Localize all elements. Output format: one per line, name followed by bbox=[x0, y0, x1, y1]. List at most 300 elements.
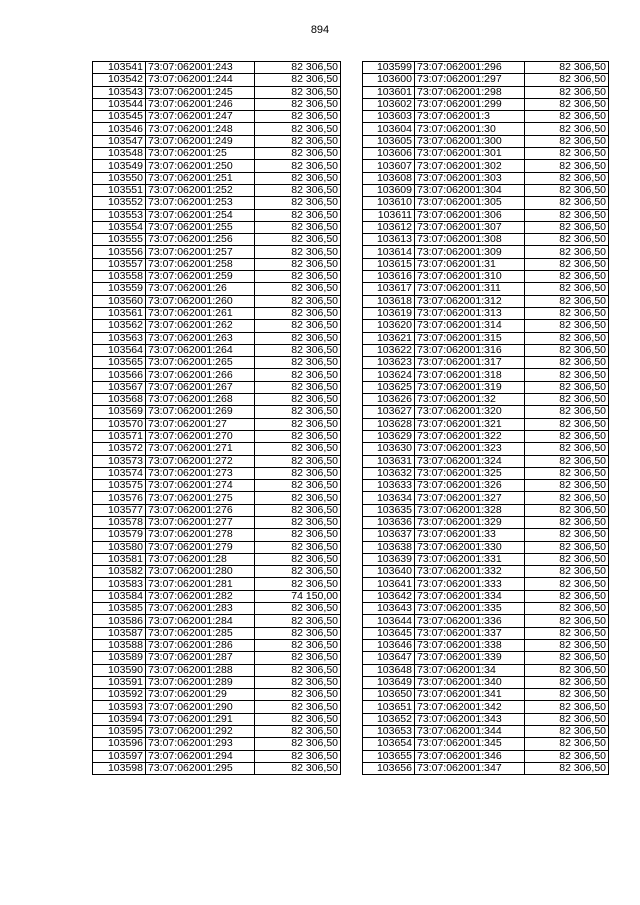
row-number-cell: 103646 bbox=[363, 639, 415, 651]
value-cell: 82 306,50 bbox=[255, 566, 341, 578]
table-row bbox=[93, 516, 341, 528]
row-number-cell: 103639 bbox=[363, 553, 415, 565]
table-row bbox=[363, 381, 609, 393]
row-number-cell: 103624 bbox=[363, 369, 415, 381]
table-row bbox=[363, 74, 609, 86]
table-row bbox=[93, 590, 341, 602]
cadastral-number-cell: 73:07:062001:267 bbox=[146, 381, 255, 393]
row-number-cell: 103556 bbox=[93, 246, 146, 258]
value-cell: 82 306,50 bbox=[525, 578, 609, 590]
cadastral-number-cell: 73:07:062001:295 bbox=[146, 762, 255, 774]
value-cell: 82 306,50 bbox=[525, 381, 609, 393]
table-row bbox=[93, 750, 341, 762]
table-row bbox=[363, 664, 609, 676]
row-number-cell: 103543 bbox=[93, 86, 146, 98]
row-number-cell: 103631 bbox=[363, 455, 415, 467]
value-cell: 82 306,50 bbox=[255, 541, 341, 553]
row-number-cell: 103619 bbox=[363, 307, 415, 319]
cadastral-number-cell: 73:07:062001:271 bbox=[146, 443, 255, 455]
row-number-cell: 103590 bbox=[93, 664, 146, 676]
value-cell: 82 306,50 bbox=[255, 283, 341, 295]
table-row bbox=[93, 541, 341, 553]
cadastral-number-cell: 73:07:062001:263 bbox=[146, 332, 255, 344]
cadastral-number-cell: 73:07:062001:310 bbox=[415, 271, 525, 283]
cadastral-number-cell: 73:07:062001:253 bbox=[146, 197, 255, 209]
cadastral-number-cell: 73:07:062001:314 bbox=[415, 320, 525, 332]
value-cell: 82 306,50 bbox=[255, 430, 341, 442]
table-row bbox=[93, 652, 341, 664]
cadastral-number-cell: 73:07:062001:336 bbox=[415, 615, 525, 627]
table-row bbox=[363, 492, 609, 504]
cadastral-number-cell: 73:07:062001:322 bbox=[415, 430, 525, 442]
row-number-cell: 103581 bbox=[93, 553, 146, 565]
row-number-cell: 103647 bbox=[363, 652, 415, 664]
row-number-cell: 103552 bbox=[93, 197, 146, 209]
row-number-cell: 103574 bbox=[93, 467, 146, 479]
cadastral-number-cell: 73:07:062001:260 bbox=[146, 295, 255, 307]
cadastral-number-cell: 73:07:062001:269 bbox=[146, 406, 255, 418]
row-number-cell: 103588 bbox=[93, 639, 146, 651]
value-cell: 82 306,50 bbox=[525, 566, 609, 578]
value-cell: 74 150,00 bbox=[255, 590, 341, 602]
cadastral-number-cell: 73:07:062001:294 bbox=[146, 750, 255, 762]
value-cell: 82 306,50 bbox=[525, 344, 609, 356]
value-cell: 82 306,50 bbox=[255, 467, 341, 479]
value-cell: 82 306,50 bbox=[525, 455, 609, 467]
value-cell: 82 306,50 bbox=[255, 357, 341, 369]
value-cell: 82 306,50 bbox=[255, 98, 341, 110]
row-number-cell: 103544 bbox=[93, 98, 146, 110]
value-cell: 82 306,50 bbox=[525, 480, 609, 492]
row-number-cell: 103572 bbox=[93, 443, 146, 455]
table-row bbox=[93, 283, 341, 295]
table-row bbox=[363, 320, 609, 332]
table-row bbox=[363, 603, 609, 615]
cadastral-number-cell: 73:07:062001:251 bbox=[146, 172, 255, 184]
cadastral-number-cell: 73:07:062001:264 bbox=[146, 344, 255, 356]
cadastral-number-cell: 73:07:062001:301 bbox=[415, 148, 525, 160]
row-number-cell: 103587 bbox=[93, 627, 146, 639]
cadastral-number-cell: 73:07:062001:259 bbox=[146, 271, 255, 283]
value-cell: 82 306,50 bbox=[255, 381, 341, 393]
row-number-cell: 103629 bbox=[363, 430, 415, 442]
value-cell: 82 306,50 bbox=[255, 639, 341, 651]
row-number-cell: 103648 bbox=[363, 664, 415, 676]
table-row bbox=[363, 590, 609, 602]
row-number-cell: 103596 bbox=[93, 738, 146, 750]
row-number-cell: 103621 bbox=[363, 332, 415, 344]
value-cell: 82 306,50 bbox=[255, 307, 341, 319]
table-row bbox=[363, 430, 609, 442]
row-number-cell: 103614 bbox=[363, 246, 415, 258]
table-row bbox=[93, 566, 341, 578]
row-number-cell: 103642 bbox=[363, 590, 415, 602]
row-number-cell: 103562 bbox=[93, 320, 146, 332]
row-number-cell: 103607 bbox=[363, 160, 415, 172]
value-cell: 82 306,50 bbox=[255, 197, 341, 209]
value-cell: 82 306,50 bbox=[525, 295, 609, 307]
cadastral-number-cell: 73:07:062001:33 bbox=[415, 529, 525, 541]
row-number-cell: 103630 bbox=[363, 443, 415, 455]
table-row bbox=[93, 689, 341, 701]
cadastral-number-cell: 73:07:062001:309 bbox=[415, 246, 525, 258]
cadastral-number-cell: 73:07:062001:342 bbox=[415, 701, 525, 713]
table-row bbox=[363, 639, 609, 651]
value-cell: 82 306,50 bbox=[255, 234, 341, 246]
cadastral-number-cell: 73:07:062001:344 bbox=[415, 726, 525, 738]
table-row bbox=[363, 295, 609, 307]
value-cell: 82 306,50 bbox=[525, 184, 609, 196]
row-number-cell: 103575 bbox=[93, 480, 146, 492]
row-number-cell: 103625 bbox=[363, 381, 415, 393]
cadastral-number-cell: 73:07:062001:29 bbox=[146, 689, 255, 701]
table-row bbox=[363, 529, 609, 541]
row-number-cell: 103632 bbox=[363, 467, 415, 479]
value-cell: 82 306,50 bbox=[255, 344, 341, 356]
row-number-cell: 103628 bbox=[363, 418, 415, 430]
value-cell: 82 306,50 bbox=[255, 726, 341, 738]
cadastral-number-cell: 73:07:062001:329 bbox=[415, 516, 525, 528]
row-number-cell: 103635 bbox=[363, 504, 415, 516]
value-cell: 82 306,50 bbox=[255, 443, 341, 455]
table-row bbox=[93, 307, 341, 319]
cadastral-number-cell: 73:07:062001:265 bbox=[146, 357, 255, 369]
value-cell: 82 306,50 bbox=[255, 111, 341, 123]
row-number-cell: 103626 bbox=[363, 394, 415, 406]
row-number-cell: 103571 bbox=[93, 430, 146, 442]
value-cell: 82 306,50 bbox=[525, 123, 609, 135]
table-row bbox=[93, 148, 341, 160]
row-number-cell: 103592 bbox=[93, 689, 146, 701]
cadastral-number-cell: 73:07:062001:254 bbox=[146, 209, 255, 221]
table-row bbox=[363, 566, 609, 578]
cadastral-number-cell: 73:07:062001:327 bbox=[415, 492, 525, 504]
cadastral-number-cell: 73:07:062001:297 bbox=[415, 74, 525, 86]
cadastral-number-cell: 73:07:062001:244 bbox=[146, 74, 255, 86]
table-row bbox=[363, 467, 609, 479]
row-number-cell: 103569 bbox=[93, 406, 146, 418]
table-row bbox=[363, 271, 609, 283]
value-cell: 82 306,50 bbox=[525, 209, 609, 221]
value-cell: 82 306,50 bbox=[255, 271, 341, 283]
row-number-cell: 103641 bbox=[363, 578, 415, 590]
table-row bbox=[363, 160, 609, 172]
cadastral-number-cell: 73:07:062001:261 bbox=[146, 307, 255, 319]
row-number-cell: 103599 bbox=[363, 62, 415, 74]
value-cell: 82 306,50 bbox=[255, 369, 341, 381]
row-number-cell: 103549 bbox=[93, 160, 146, 172]
row-number-cell: 103605 bbox=[363, 135, 415, 147]
value-cell: 82 306,50 bbox=[525, 541, 609, 553]
row-number-cell: 103622 bbox=[363, 344, 415, 356]
row-number-cell: 103627 bbox=[363, 406, 415, 418]
table-row bbox=[363, 578, 609, 590]
table-row bbox=[93, 258, 341, 270]
row-number-cell: 103610 bbox=[363, 197, 415, 209]
row-number-cell: 103598 bbox=[93, 762, 146, 774]
value-cell: 82 306,50 bbox=[255, 221, 341, 233]
row-number-cell: 103584 bbox=[93, 590, 146, 602]
value-cell: 82 306,50 bbox=[525, 86, 609, 98]
cadastral-number-cell: 73:07:062001:338 bbox=[415, 639, 525, 651]
value-cell: 82 306,50 bbox=[255, 295, 341, 307]
value-cell: 82 306,50 bbox=[525, 590, 609, 602]
row-number-cell: 103542 bbox=[93, 74, 146, 86]
row-number-cell: 103615 bbox=[363, 258, 415, 270]
cadastral-number-cell: 73:07:062001:320 bbox=[415, 406, 525, 418]
value-cell: 82 306,50 bbox=[255, 615, 341, 627]
table-row bbox=[93, 467, 341, 479]
cadastral-number-cell: 73:07:062001:321 bbox=[415, 418, 525, 430]
value-cell: 82 306,50 bbox=[255, 418, 341, 430]
value-cell: 82 306,50 bbox=[255, 332, 341, 344]
row-number-cell: 103603 bbox=[363, 111, 415, 123]
row-number-cell: 103602 bbox=[363, 98, 415, 110]
row-number-cell: 103655 bbox=[363, 750, 415, 762]
value-cell: 82 306,50 bbox=[525, 529, 609, 541]
value-cell: 82 306,50 bbox=[525, 135, 609, 147]
value-cell: 82 306,50 bbox=[525, 615, 609, 627]
row-number-cell: 103634 bbox=[363, 492, 415, 504]
table-row bbox=[363, 750, 609, 762]
row-number-cell: 103547 bbox=[93, 135, 146, 147]
value-cell: 82 306,50 bbox=[525, 664, 609, 676]
table-row bbox=[93, 492, 341, 504]
cadastral-number-cell: 73:07:062001:293 bbox=[146, 738, 255, 750]
table-row bbox=[363, 418, 609, 430]
row-number-cell: 103576 bbox=[93, 492, 146, 504]
table-row bbox=[93, 726, 341, 738]
cadastral-number-cell: 73:07:062001:307 bbox=[415, 221, 525, 233]
row-number-cell: 103568 bbox=[93, 394, 146, 406]
table-row bbox=[363, 258, 609, 270]
value-cell: 82 306,50 bbox=[525, 504, 609, 516]
cadastral-number-cell: 73:07:062001:299 bbox=[415, 98, 525, 110]
table-row bbox=[363, 98, 609, 110]
cadastral-number-cell: 73:07:062001:255 bbox=[146, 221, 255, 233]
value-cell: 82 306,50 bbox=[525, 713, 609, 725]
cadastral-number-cell: 73:07:062001:246 bbox=[146, 98, 255, 110]
cadastral-number-cell: 73:07:062001:26 bbox=[146, 283, 255, 295]
row-number-cell: 103554 bbox=[93, 221, 146, 233]
cadastral-number-cell: 73:07:062001:346 bbox=[415, 750, 525, 762]
table-row bbox=[363, 480, 609, 492]
row-number-cell: 103617 bbox=[363, 283, 415, 295]
value-cell: 82 306,50 bbox=[525, 307, 609, 319]
table-row bbox=[363, 627, 609, 639]
row-number-cell: 103601 bbox=[363, 86, 415, 98]
value-cell: 82 306,50 bbox=[525, 443, 609, 455]
row-number-cell: 103567 bbox=[93, 381, 146, 393]
row-number-cell: 103620 bbox=[363, 320, 415, 332]
table-row bbox=[363, 738, 609, 750]
table-row bbox=[93, 320, 341, 332]
row-number-cell: 103604 bbox=[363, 123, 415, 135]
cadastral-number-cell: 73:07:062001:328 bbox=[415, 504, 525, 516]
value-cell: 82 306,50 bbox=[525, 332, 609, 344]
value-cell: 82 306,50 bbox=[255, 209, 341, 221]
value-cell: 82 306,50 bbox=[255, 480, 341, 492]
row-number-cell: 103566 bbox=[93, 369, 146, 381]
cadastral-number-cell: 73:07:062001:334 bbox=[415, 590, 525, 602]
cadastral-number-cell: 73:07:062001:313 bbox=[415, 307, 525, 319]
value-cell: 82 306,50 bbox=[255, 762, 341, 774]
value-cell: 82 306,50 bbox=[255, 184, 341, 196]
table-row bbox=[93, 578, 341, 590]
row-number-cell: 103600 bbox=[363, 74, 415, 86]
table-row bbox=[93, 603, 341, 615]
cadastral-number-cell: 73:07:062001:249 bbox=[146, 135, 255, 147]
table-row bbox=[93, 357, 341, 369]
row-number-cell: 103618 bbox=[363, 295, 415, 307]
value-cell: 82 306,50 bbox=[255, 148, 341, 160]
table-row bbox=[93, 332, 341, 344]
table-row bbox=[93, 430, 341, 442]
value-cell: 82 306,50 bbox=[525, 652, 609, 664]
value-cell: 82 306,50 bbox=[525, 430, 609, 442]
row-number-cell: 103611 bbox=[363, 209, 415, 221]
value-cell: 82 306,50 bbox=[255, 455, 341, 467]
table-row bbox=[93, 123, 341, 135]
cadastral-number-cell: 73:07:062001:332 bbox=[415, 566, 525, 578]
cadastral-number-cell: 73:07:062001:331 bbox=[415, 553, 525, 565]
value-cell: 82 306,50 bbox=[525, 111, 609, 123]
cadastral-number-cell: 73:07:062001:317 bbox=[415, 357, 525, 369]
cadastral-number-cell: 73:07:062001:268 bbox=[146, 394, 255, 406]
row-number-cell: 103654 bbox=[363, 738, 415, 750]
table-row bbox=[363, 726, 609, 738]
table-row bbox=[93, 184, 341, 196]
table-row bbox=[93, 369, 341, 381]
row-number-cell: 103550 bbox=[93, 172, 146, 184]
cadastral-number-cell: 73:07:062001:247 bbox=[146, 111, 255, 123]
cadastral-number-cell: 73:07:062001:337 bbox=[415, 627, 525, 639]
row-number-cell: 103623 bbox=[363, 357, 415, 369]
cadastral-number-cell: 73:07:062001:280 bbox=[146, 566, 255, 578]
table-row bbox=[93, 135, 341, 147]
value-cell: 82 306,50 bbox=[525, 160, 609, 172]
table-row bbox=[363, 234, 609, 246]
table-row bbox=[363, 701, 609, 713]
cadastral-number-cell: 73:07:062001:290 bbox=[146, 701, 255, 713]
table-row bbox=[363, 553, 609, 565]
row-number-cell: 103633 bbox=[363, 480, 415, 492]
value-cell: 82 306,50 bbox=[255, 627, 341, 639]
cadastral-number-cell: 73:07:062001:330 bbox=[415, 541, 525, 553]
cadastral-number-cell: 73:07:062001:274 bbox=[146, 480, 255, 492]
table-row bbox=[93, 98, 341, 110]
value-cell: 82 306,50 bbox=[525, 394, 609, 406]
table-row bbox=[93, 504, 341, 516]
table-row bbox=[93, 664, 341, 676]
value-cell: 82 306,50 bbox=[525, 603, 609, 615]
value-cell: 82 306,50 bbox=[525, 676, 609, 688]
value-cell: 82 306,50 bbox=[525, 258, 609, 270]
cadastral-number-cell: 73:07:062001:270 bbox=[146, 430, 255, 442]
table-row bbox=[363, 713, 609, 725]
cadastral-number-cell: 73:07:062001:339 bbox=[415, 652, 525, 664]
table-row bbox=[93, 627, 341, 639]
table-row bbox=[93, 62, 341, 74]
table-row bbox=[93, 713, 341, 725]
registry-table-right bbox=[362, 61, 609, 775]
row-number-cell: 103597 bbox=[93, 750, 146, 762]
cadastral-number-cell: 73:07:062001:284 bbox=[146, 615, 255, 627]
table-row bbox=[363, 307, 609, 319]
table-row bbox=[363, 357, 609, 369]
value-cell: 82 306,50 bbox=[525, 283, 609, 295]
table-row bbox=[93, 221, 341, 233]
table-row bbox=[93, 234, 341, 246]
cadastral-number-cell: 73:07:062001:319 bbox=[415, 381, 525, 393]
table-row bbox=[363, 135, 609, 147]
value-cell: 82 306,50 bbox=[255, 701, 341, 713]
value-cell: 82 306,50 bbox=[525, 553, 609, 565]
table-row bbox=[363, 197, 609, 209]
value-cell: 82 306,50 bbox=[525, 62, 609, 74]
row-number-cell: 103606 bbox=[363, 148, 415, 160]
row-number-cell: 103546 bbox=[93, 123, 146, 135]
table-row bbox=[93, 701, 341, 713]
cadastral-number-cell: 73:07:062001:282 bbox=[146, 590, 255, 602]
cadastral-number-cell: 73:07:062001:302 bbox=[415, 160, 525, 172]
row-number-cell: 103564 bbox=[93, 344, 146, 356]
table-row bbox=[363, 504, 609, 516]
value-cell: 82 306,50 bbox=[255, 394, 341, 406]
value-cell: 82 306,50 bbox=[525, 639, 609, 651]
value-cell: 82 306,50 bbox=[255, 172, 341, 184]
row-number-cell: 103583 bbox=[93, 578, 146, 590]
value-cell: 82 306,50 bbox=[525, 172, 609, 184]
value-cell: 82 306,50 bbox=[255, 676, 341, 688]
row-number-cell: 103560 bbox=[93, 295, 146, 307]
value-cell: 82 306,50 bbox=[255, 74, 341, 86]
table-row bbox=[363, 394, 609, 406]
value-cell: 82 306,50 bbox=[255, 529, 341, 541]
table-row bbox=[93, 676, 341, 688]
row-number-cell: 103594 bbox=[93, 713, 146, 725]
value-cell: 82 306,50 bbox=[525, 627, 609, 639]
row-number-cell: 103541 bbox=[93, 62, 146, 74]
value-cell: 82 306,50 bbox=[255, 689, 341, 701]
cadastral-number-cell: 73:07:062001:266 bbox=[146, 369, 255, 381]
value-cell: 82 306,50 bbox=[525, 246, 609, 258]
table-row bbox=[93, 381, 341, 393]
value-cell: 82 306,50 bbox=[255, 553, 341, 565]
registry-table-left bbox=[92, 61, 341, 775]
value-cell: 82 306,50 bbox=[255, 86, 341, 98]
value-cell: 82 306,50 bbox=[525, 516, 609, 528]
cadastral-number-cell: 73:07:062001:243 bbox=[146, 62, 255, 74]
table-row bbox=[93, 160, 341, 172]
value-cell: 82 306,50 bbox=[525, 738, 609, 750]
table-row bbox=[93, 762, 341, 774]
value-cell: 82 306,50 bbox=[255, 160, 341, 172]
value-cell: 82 306,50 bbox=[255, 738, 341, 750]
value-cell: 82 306,50 bbox=[525, 762, 609, 774]
cadastral-number-cell: 73:07:062001:31 bbox=[415, 258, 525, 270]
row-number-cell: 103644 bbox=[363, 615, 415, 627]
cadastral-number-cell: 73:07:062001:315 bbox=[415, 332, 525, 344]
table-row bbox=[93, 246, 341, 258]
cadastral-number-cell: 73:07:062001:281 bbox=[146, 578, 255, 590]
cadastral-number-cell: 73:07:062001:28 bbox=[146, 553, 255, 565]
cadastral-number-cell: 73:07:062001:277 bbox=[146, 516, 255, 528]
row-number-cell: 103591 bbox=[93, 676, 146, 688]
cadastral-number-cell: 73:07:062001:345 bbox=[415, 738, 525, 750]
cadastral-number-cell: 73:07:062001:245 bbox=[146, 86, 255, 98]
table-row bbox=[93, 74, 341, 86]
